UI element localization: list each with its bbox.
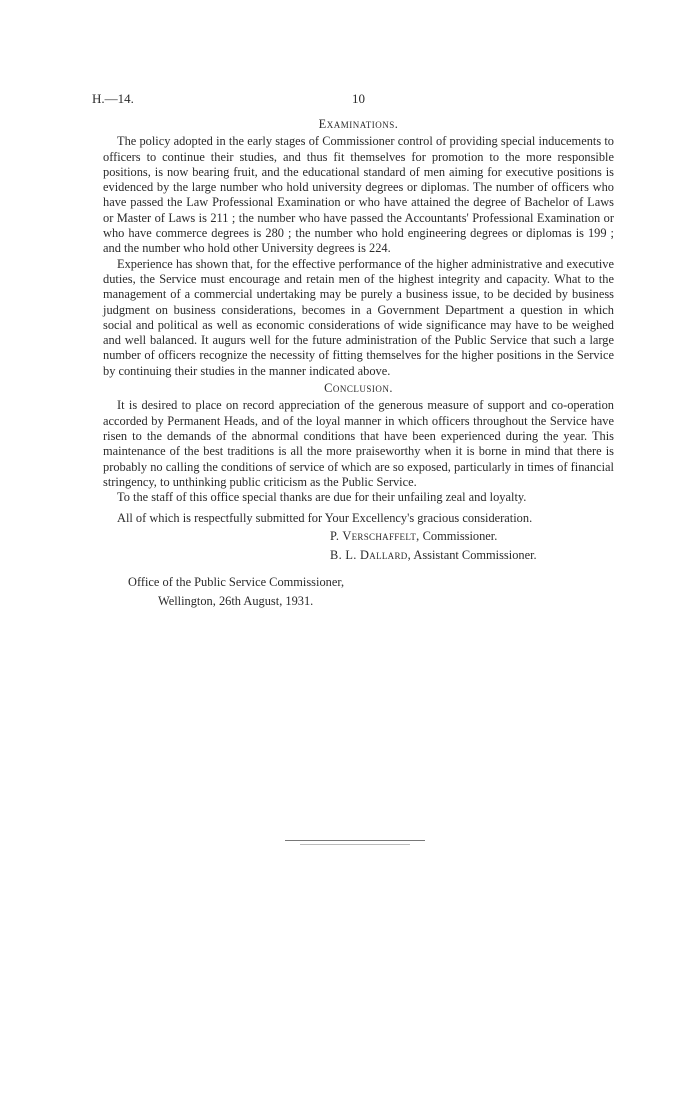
end-rule-underline [300,844,410,845]
section-heading-conclusion: Conclusion. [324,381,393,396]
document-reference: H.—14. [92,91,134,106]
signatory-name: P. Verschaffelt, [330,528,420,543]
section-heading-examinations: Examinations. [318,117,399,131]
paragraph: All of which is respectfully submitted for Your Excellency's gracious consideration. [117,511,533,526]
signature-line [330,527,614,546]
signature-block [330,527,614,565]
place-and-date [128,573,614,611]
document-body [103,117,614,611]
signature-line [330,546,614,565]
signatory-name: B. L. Dallard, [330,547,411,562]
paragraph: The policy adopted in the early stages of Commissioner control of providing special inducements to officers to continue their studies, and thus fit themselves for promotion to the more responsible positions, is now bearing fruit, and the educational standard of men aiming for executive positions is evidenced by the large number who hold university degrees or diplomas. The number of officers who have passed the Law Professional Examination or who have attained the degree of Bachelor of Laws or Master of Laws is 211 ; the number who have passed the Accountants' Professional Examination or who have commerce degrees is 280 ; the number who hold engineering degrees or diplomas is 199 ; and the number who hold other University degrees is 224. [103,134,614,256]
paragraph: Experience has shown that, for the effective performance of the higher administrative and executive duties, the Service must encourage and retain men of the highest integrity and capacity. What to the management of a commercial undertaking may be purely a business issue, to be decided by business judgment on business considerations, becomes in a Government Department a question in which social and political as well as economic considerations of wide significance may have to be weighed and well balanced. It augurs well for the future administration of the Public Service that such a large number of officers recognize the necessity of fitting themselves for the higher positions in the Service by continuing their studies in the manner indicated above. [103,256,614,378]
signatory-title: Commissioner. [422,528,498,543]
end-rule [285,840,425,841]
office-line: Office of the Public Service Commissioner, [128,574,345,589]
date-line: Wellington, 26th August, 1931. [158,593,314,608]
paragraph: It is desired to place on record appreciation of the generous measure of support and co-operation accorded by Permanent Heads, and of the loyal manner in which officers throughout the Service have risen to the demands of the abnormal conditions that have been experienced during the year. This maintenance of the best traditions is all the more praiseworthy when it is borne in mind that there is probably no calling the conditions of service of which are so exposed, particularly in times of financial stringency, to unthinking public criticism as the Public Service. [103,398,614,489]
signatory-title: Assistant Commissioner. [413,547,537,562]
paragraph: To the staff of this office special thanks are due for their unfailing zeal and loyalty. [117,490,527,505]
page-number: 10 [352,91,365,106]
